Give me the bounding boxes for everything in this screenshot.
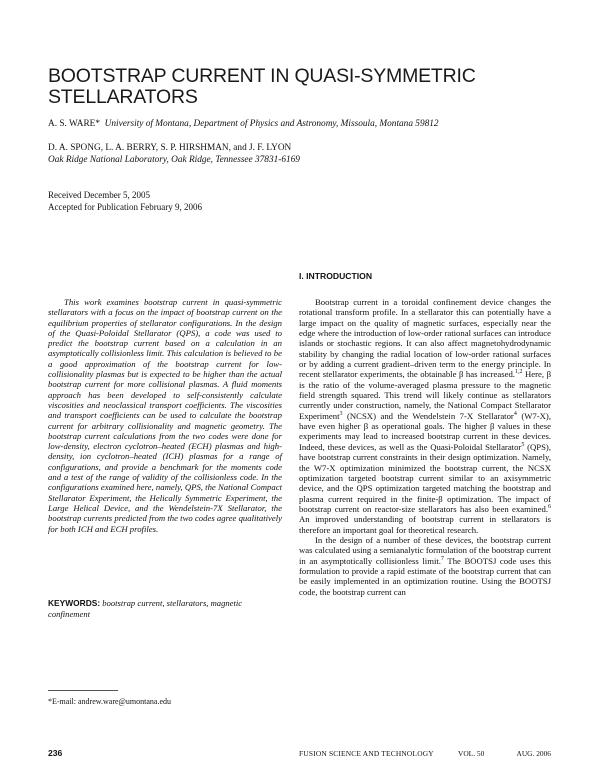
citation: 7	[440, 555, 444, 562]
received-date: Received December 5, 2005	[48, 190, 150, 200]
author-block-2	[48, 142, 300, 166]
author-affiliation: University of Montana, Department of Physics and Astronomy, Missoula, Montana 59812	[104, 119, 439, 129]
submission-dates	[48, 189, 202, 213]
keywords-text: bootstrap current, stellarators, magnetic confinement	[48, 598, 243, 619]
citation: 5	[521, 441, 525, 448]
title-line: BOOTSTRAP CURRENT IN QUASI-SYMMETRIC	[48, 65, 476, 87]
title-line: STELLARATORS	[48, 86, 198, 108]
abstract: This work examines bootstrap current in quasi-symmetric stellarators with a focus on the impact of bootstrap current on the equilibrium properties of stellarator configurations. In the design of the Quasi-Poloidal Stellarator (QPS), a code was used to predict the bootstrap current based on a calculation in an asymptotically collisionless limit. This calculation is believed to be a good approximation of the bootstrap current for low-collisionality plasmas but is expected to be higher than the actual bootstrap current for more collisional plasmas. A fluid moments approach has been developed to self-consistently calculate viscosities and neoclassical transport coefficients. The viscosities and transport coefficients can be used to calculate the bootstrap current for arbitrary collisionality and magnetic geometry. The bootstrap current calculations from the two codes were done for low-density, electron cyclotron–heated (ECH) plasmas and high-density, ion cyclotron–heated (ICH) plasmas for a range of configurations, and provide a benchmark for the moments code and a test of the range of validity of the collisionless code. In the configurations examined here, namely, QPS, the National Compact Stellarator Experiment, the Helically Symmetric Experiment, the Large Helical Device, and the Wendelstein-7X Stellarator, the bootstrap currents predicted from the two codes agree qualitatively for both ICH and ECH profiles.	[48, 297, 282, 534]
footnote-email: *E-mail: andrew.ware@umontana.edu	[48, 697, 172, 706]
author-affiliation: Oak Ridge National Laboratory, Oak Ridge, Tennessee 37831-6169	[48, 155, 300, 165]
accepted-date: Accepted for Publication February 9, 2006	[48, 202, 202, 212]
keywords-label: KEYWORDS:	[48, 598, 101, 608]
page-number: 236	[48, 748, 63, 758]
paragraph: In the design of a number of these devices, the bootstrap current was calculated using a semianalytic formulation of the bootstrap current in an asymptotically collisionless limit.$^7$ The BOOTSJ code uses this formulation to provide a rapid estimate of the bootstrap current that can be easily implemented in an optimization routine. Using the BOOTSJ code, the bootstrap current can	[299, 534, 551, 597]
paragraph: Bootstrap current in a toroidal confinement device changes the rotational transform profile. In a stellarator this can potentially have a large impact on the quality of magnetic surfaces, especially near the edge where the introduction of low-order rational surfaces can introduce islands or stochastic regions. It can also affect magnetohydrodynamic stability by changing the radial location of low-order rational surfaces or by adding a current gradient–driven term to the energy principle. In recent stellarator experiments, the obtainable β has increased.$^{1,2}$ Here, β is the ratio of the volume-averaged plasma pressure to the magnetic field strength squared. This trend will likely continue as stellarators currently under construction, namely, the National Compact Stellarator Experiment$^3$ (NCSX) and the Wendelstein 7-X Stellarator$^4$ (W7-X), have even higher β as operational goals. The higher β values in these experiments may lead to increased bootstrap current in these devices. Indeed, these devices, as well as the Quasi-Poloidal Stellarator$^5$ (QPS), have bootstrap current constraints in their design optimization. Namely, the W7-X optimization minimized the bootstrap current, the NCSX optimization targeted bootstrap current similar to an axisymmetric device, and the QPS optimization targeted matching the bootstrap and plasma current required in the finite-β optimization. The impact of bootstrap current on reactor-size stellarators has also been examined.$^6$ An improved understanding of bootstrap current in stellarators is therefore an important goal for theoretical research.	[299, 297, 551, 535]
citation: 4	[513, 410, 517, 417]
page-footer	[48, 749, 551, 761]
footnote-rule	[48, 690, 118, 691]
keywords	[48, 598, 282, 619]
author-names: A. S. WARE*	[48, 119, 100, 129]
journal-volume: VOL. 50	[458, 749, 485, 758]
introduction-body	[299, 297, 551, 597]
citation: 6	[548, 503, 551, 510]
citation: 1,2	[514, 369, 523, 376]
section-heading-introduction: I. INTRODUCTION	[299, 271, 373, 281]
author-names: D. A. SPONG, L. A. BERRY, S. P. HIRSHMAN, and J. F. LYON	[48, 143, 292, 153]
journal-name: FUSION SCIENCE AND TECHNOLOGY	[299, 749, 434, 758]
issue-date: AUG. 2006	[516, 749, 551, 758]
author-block-1	[48, 118, 439, 130]
citation: 3	[339, 410, 343, 417]
paper-title	[48, 66, 548, 108]
